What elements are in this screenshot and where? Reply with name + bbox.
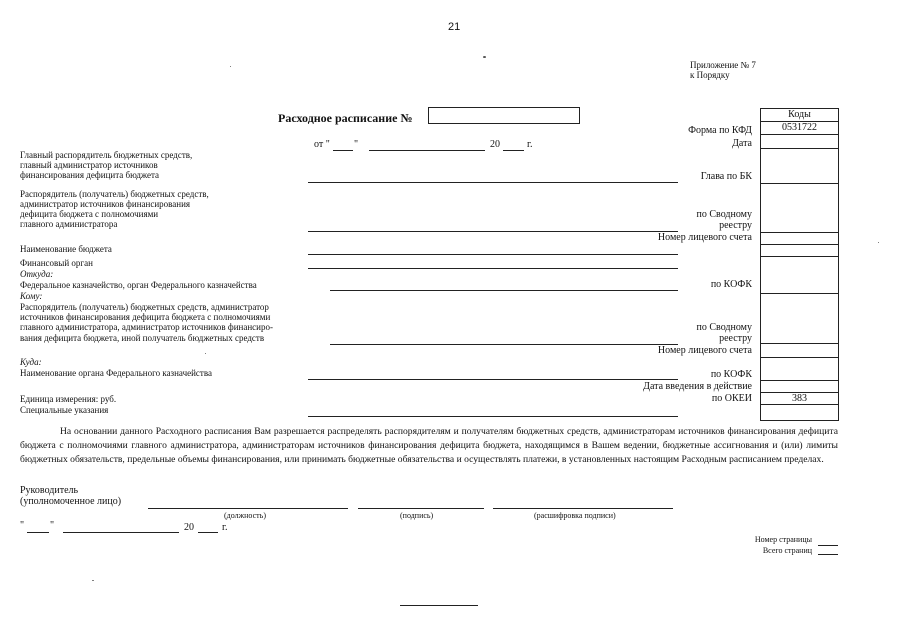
grbs-label-1: Главный распорядитель бюджетных средств, [20, 150, 193, 160]
fk-label: Федеральное казначейство, орган Федерального казначейства [20, 280, 257, 290]
budget-name-line[interactable] [308, 254, 678, 255]
fk-name-line[interactable] [308, 379, 678, 380]
okei-label: по ОКЕИ [711, 393, 752, 404]
grbs-label-2: главный администратор источников [20, 160, 158, 170]
position-line[interactable] [148, 508, 348, 509]
recipient-line[interactable] [330, 344, 678, 345]
sig-year-prefix: 20 [184, 522, 194, 533]
document-number-field[interactable] [428, 107, 580, 124]
sign-caption: (подпись) [400, 511, 434, 520]
scan-speck [878, 242, 879, 243]
page-no-line[interactable] [818, 545, 838, 546]
date-year-prefix: 20 [490, 139, 500, 150]
rbs-label-4: главного администратора [20, 219, 118, 229]
glava-code-cell[interactable] [760, 148, 839, 184]
svodny2-label-b: реестру [719, 333, 752, 344]
where-label: Куда: [20, 357, 42, 367]
rbs-label-3: дефицита бюджета с полномочиями [20, 209, 159, 219]
grbs-label-3: финансирования дефицита бюджета [20, 170, 160, 180]
appendix-line2: к Порядку [690, 70, 730, 80]
to-label: Кому: [20, 291, 43, 301]
total-pages-label: Всего страниц [762, 546, 812, 555]
position-caption: (должность) [224, 511, 266, 520]
sign-line[interactable] [358, 508, 484, 509]
page-no-label: Номер страницы [754, 535, 812, 544]
sig-date-quote2: " [50, 520, 55, 531]
date-suffix: г. [527, 139, 533, 150]
kfd-label: Форма по КФД [688, 125, 752, 136]
decode-caption: (расшифровка подписи) [534, 511, 616, 520]
svodny2-label-a: по Сводному [696, 322, 752, 333]
sig-year-line[interactable] [198, 532, 218, 533]
scan-speck [483, 56, 486, 58]
kofk2-label: по КОФК [710, 369, 752, 380]
recipient-label-2: источников финансирования дефицита бюджета с полномочиями [20, 312, 271, 322]
fk-line[interactable] [330, 290, 678, 291]
head-label-2: (уполномоченное лицо) [20, 496, 122, 507]
account2-label: Номер лицевого счета [657, 345, 752, 356]
head-label-1: Руководитель [20, 485, 79, 496]
special-code-cell[interactable] [760, 404, 839, 421]
sig-date-suffix: г. [222, 522, 228, 533]
special-label: Специальные указания [20, 405, 109, 415]
svodny1-label-b: реестру [719, 220, 752, 231]
rbs-label-2: администратор источников финансирования [20, 199, 191, 209]
sig-month-line[interactable] [63, 532, 179, 533]
okei-code-cell: 383 [760, 392, 839, 405]
unit-label: Единица измерения: руб. [20, 394, 117, 404]
account2-code-cell[interactable] [760, 343, 839, 358]
svodny1-label-a: по Сводному [696, 209, 752, 220]
codes-header: Коды [760, 108, 839, 122]
date-year-line[interactable] [503, 150, 524, 151]
kfd-code-cell: 0531722 [760, 121, 839, 135]
date-quote: " [354, 139, 359, 150]
date-effective-label: Дата введения в действие [643, 381, 752, 392]
svodny2-code-cell[interactable] [760, 293, 839, 344]
document-title: Расходное расписание № [278, 111, 413, 125]
account1-label: Номер лицевого счета [657, 232, 752, 243]
total-pages-line[interactable] [818, 554, 838, 555]
date-day-line[interactable] [333, 150, 353, 151]
date-code-cell[interactable] [760, 134, 839, 149]
sig-date-quote1: " [20, 520, 25, 531]
page-number: 21 [448, 21, 461, 33]
glava-label: Глава по БК [700, 171, 752, 182]
bottom-rule [400, 605, 478, 606]
recipient-label-4: вания дефицита бюджета, иной получатель бюджетных средств [20, 333, 265, 343]
scan-speck [205, 353, 206, 354]
date-prefix: от " [314, 139, 330, 150]
svodny1-code-cell[interactable] [760, 183, 839, 233]
kofk2-code-cell[interactable] [760, 357, 839, 381]
grbs-line[interactable] [308, 182, 678, 183]
from-label: Откуда: [20, 269, 54, 279]
special-line[interactable] [308, 416, 678, 417]
fk-name-label: Наименование органа Федерального казначейства [20, 368, 212, 378]
recipient-label-1: Распорядитель (получатель) бюджетных средств, администратор [20, 302, 269, 312]
sig-day-line[interactable] [27, 532, 49, 533]
date-month-line[interactable] [369, 150, 485, 151]
scan-speck [92, 580, 94, 581]
authorization-paragraph: На основании данного Расходного расписания Вам разрешается распределять распорядителям и получателям бюджетных средств, администраторам источников финансирования дефицита бюджета с полномочиями главного администратора, администраторам источников финансирования дефицита бюджета, находящимся в Вашем ведении, бюджетные ассигнования и (или) лимиты бюджетных обязательств, предельные объемы финансирования, или принимать бюджетные обязательства и осуществлять платежи, в установленных настоящим Расходным расписанием пределах. [20, 426, 838, 465]
scan-speck [230, 66, 231, 67]
budget-name-label: Наименование бюджета [20, 244, 112, 254]
rbs-label-1: Распорядитель (получатель) бюджетных средств, [20, 189, 209, 199]
fin-organ-line[interactable] [308, 268, 678, 269]
kofk1-label: по КОФК [710, 279, 752, 290]
decode-line[interactable] [493, 508, 673, 509]
rbs-line[interactable] [308, 231, 678, 232]
kofk1-code-cell[interactable] [760, 256, 839, 294]
recipient-label-3: главного администратора, администратор источников финансиро- [20, 322, 273, 332]
date-code-label: Дата [732, 138, 752, 149]
appendix-line1: Приложение № 7 [690, 60, 756, 70]
fin-organ-label: Финансовый орган [20, 258, 93, 268]
